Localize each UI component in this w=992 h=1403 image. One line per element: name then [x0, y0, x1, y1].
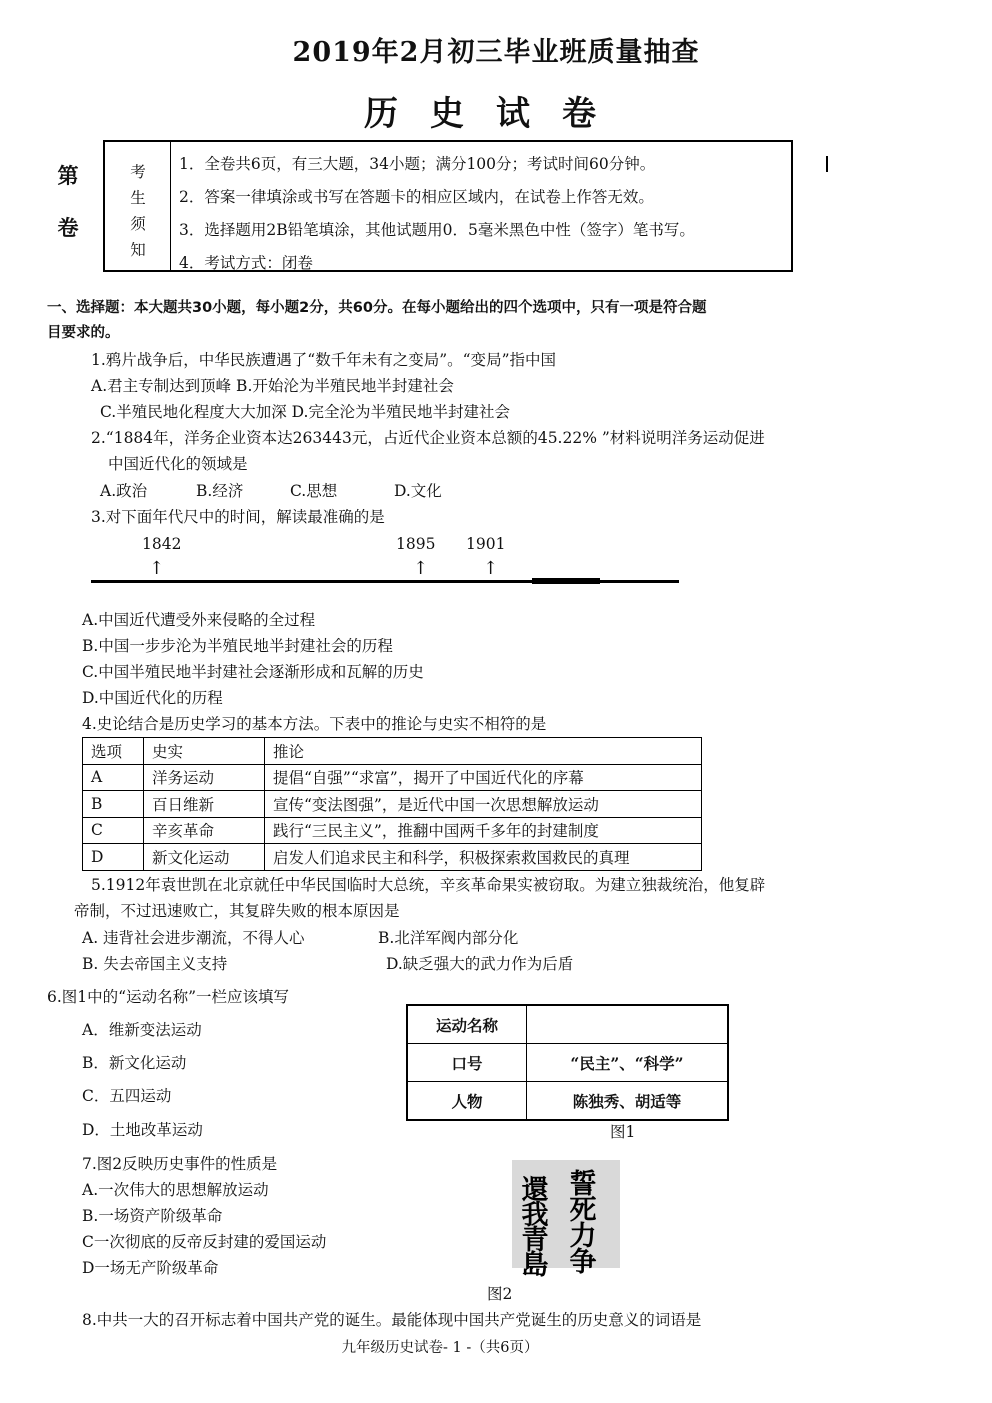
table-cell: B — [83, 791, 144, 818]
q6-stem: 6.图1中的“运动名称”一栏应该填写 — [47, 988, 289, 1006]
q5-option: D.缺乏强大的武力作为后盾 — [386, 955, 574, 973]
q7-option: D一场无产阶级革命 — [82, 1259, 219, 1277]
exam-subtitle: 历史试卷 — [364, 94, 628, 134]
q7-option: B.一场资产阶级革命 — [82, 1207, 223, 1225]
table-cell: C — [83, 817, 144, 844]
slogan-char: 還 — [521, 1175, 549, 1206]
table-row — [83, 791, 702, 818]
table-header-row — [83, 738, 702, 765]
table-header: 推论 — [265, 738, 702, 765]
table-header: 史实 — [144, 738, 265, 765]
up-arrow-icon: ↑ — [413, 558, 429, 579]
notice-heading-char: 考 — [130, 163, 146, 181]
table-cell — [527, 1005, 729, 1044]
slogan-char: 我 — [521, 1200, 549, 1231]
table-cell: “民主”、“科学” — [527, 1044, 729, 1082]
q2-option: B.经济 — [196, 482, 244, 500]
table-row — [407, 1044, 728, 1082]
volume-label-char: 第 — [57, 163, 79, 188]
q3-option: C.中国半殖民地半封建社会逐渐形成和瓦解的历史 — [82, 663, 424, 681]
notice-heading-char: 生 — [130, 189, 146, 207]
up-arrow-icon: ↑ — [149, 558, 165, 579]
table-cell: 洋务运动 — [144, 764, 265, 791]
q2-option: A.政治 — [100, 482, 148, 500]
timeline-year: 1901 — [466, 535, 506, 553]
table-row — [83, 817, 702, 844]
figure2-caption: 图2 — [487, 1285, 513, 1303]
figure1-caption: 图1 — [610, 1123, 636, 1141]
notice-line: 1．全卷共6页，有三大题，34小题；满分100分；考试时间60分钟。 — [179, 155, 656, 173]
timeline-segment — [532, 578, 600, 584]
q5-stem: 5.1912年袁世凯在北京就任中华民国临时大总统，辛亥革命果实被窃取。为建立独裁统治，他复辟 — [91, 876, 766, 894]
slogan-char: 青 — [521, 1225, 549, 1256]
table-cell: 百日维新 — [144, 791, 265, 818]
q8-stem: 8.中共一大的召开标志着中国共产党的诞生。最能体现中国共产党诞生的历史意义的词语是 — [82, 1311, 702, 1329]
q5-stem-cont: 帝制，不过迅速败亡，其复辟失败的根本原因是 — [74, 902, 400, 920]
q2-stem-cont: 中国近代化的领域是 — [108, 455, 248, 473]
exam-notice-box — [103, 140, 793, 272]
q7-option: C一次彻底的反帝反封建的爱国运动 — [82, 1233, 327, 1251]
notice-heading-char: 知 — [130, 241, 146, 259]
table-cell: 口号 — [407, 1044, 527, 1082]
slogan-char: 争 — [569, 1247, 597, 1278]
q3-option: D.中国近代化的历程 — [82, 689, 223, 707]
q7-stem: 7.图2反映历史事件的性质是 — [82, 1155, 278, 1173]
table-cell: 人物 — [407, 1082, 527, 1121]
notice-line: 3．选择题用2B铅笔填涂，其他试题用0．5毫米黑色中性（签字）笔书写。 — [179, 221, 695, 239]
table-row — [83, 844, 702, 871]
exam-title: 2019年2月初三毕业班质量抽查 — [292, 37, 700, 68]
margin-mark — [826, 156, 828, 172]
table-cell: A — [83, 764, 144, 791]
q7-option: A.一次伟大的思想解放运动 — [82, 1181, 269, 1199]
table-cell: 辛亥革命 — [144, 817, 265, 844]
q5-option: A. 违背社会进步潮流，不得人心 — [82, 929, 305, 947]
q6-option: D．土地改革运动 — [82, 1121, 203, 1139]
table-row — [407, 1082, 728, 1121]
slogan-char: 島 — [521, 1250, 549, 1281]
table-cell: 提倡“自强”“求富”，揭开了中国近代化的序幕 — [265, 764, 702, 791]
section-heading: 一、选择题：本大题共30小题，每小题2分，共60分。在每小题给出的四个选项中，只有一项是符合题 — [47, 300, 707, 316]
notice-heading-char: 须 — [130, 215, 146, 233]
q6-option: A．维新变法运动 — [82, 1021, 202, 1039]
slogan-char: 力 — [569, 1221, 597, 1252]
table-cell: 践行“三民主义”，推翻中国两千多年的封建制度 — [265, 817, 702, 844]
figure1-table — [406, 1004, 729, 1121]
table-cell: 启发人们追求民主和科学，积极探索救国救民的真理 — [265, 844, 702, 871]
figure2-slogan-image — [512, 1160, 620, 1281]
table-cell: 宣传“变法图强”，是近代中国一次思想解放运动 — [265, 791, 702, 818]
timeline-year: 1842 — [142, 535, 182, 553]
up-arrow-icon: ↑ — [483, 558, 499, 579]
q5-option: B.北洋军阀内部分化 — [378, 929, 519, 947]
q5-option: B. 失去帝国主义支持 — [82, 955, 228, 973]
q4-table — [82, 737, 702, 871]
volume-label — [50, 150, 86, 254]
notice-line: 2．答案一律填涂或书写在答题卡的相应区域内，在试卷上作答无效。 — [179, 188, 654, 206]
table-row — [407, 1005, 728, 1044]
q6-option: C．五四运动 — [82, 1087, 172, 1105]
table-cell: 新文化运动 — [144, 844, 265, 871]
timeline-year: 1895 — [396, 535, 436, 553]
volume-label-char: 卷 — [57, 215, 79, 240]
page-footer: 九年级历史试卷- 1 -（共6页） — [341, 1340, 539, 1356]
table-cell: 陈独秀、胡适等 — [527, 1082, 729, 1121]
table-header: 选项 — [83, 738, 144, 765]
q6-option: B．新文化运动 — [82, 1054, 187, 1072]
q1-stem: 1.鸦片战争后，中华民族遭遇了“数千年未有之变局”。“变局”指中国 — [91, 351, 556, 369]
q3-stem: 3.对下面年代尺中的时间，解读最准确的是 — [91, 508, 385, 526]
q3-option: A.中国近代遭受外来侵略的全过程 — [82, 611, 316, 629]
q1-options: C.半殖民地化程度大大加深 D.完全沦为半殖民地半封建社会 — [100, 403, 510, 421]
notice-line: 4．考试方式：闭卷 — [179, 254, 313, 272]
q2-stem: 2.“1884年，洋务企业资本达263443元，占近代企业资本总额的45.22% ”材料说明洋务运动促进 — [91, 429, 765, 447]
section-heading-cont: 目要求的。 — [47, 325, 120, 341]
q4-stem: 4.史论结合是历史学习的基本方法。下表中的推论与史实不相符的是 — [82, 715, 547, 733]
table-cell: 运动名称 — [407, 1005, 527, 1044]
q2-option: C.思想 — [290, 482, 338, 500]
notice-heading — [105, 142, 171, 270]
slogan-char: 誓 — [569, 1169, 597, 1200]
q2-option: D.文化 — [394, 482, 442, 500]
table-row — [83, 764, 702, 791]
slogan-char: 死 — [569, 1195, 597, 1226]
q1-options: A.君主专制达到顶峰 B.开始沦为半殖民地半封建社会 — [91, 377, 454, 395]
q3-option: B.中国一步步沦为半殖民地半封建社会的历程 — [82, 637, 393, 655]
table-cell: D — [83, 844, 144, 871]
